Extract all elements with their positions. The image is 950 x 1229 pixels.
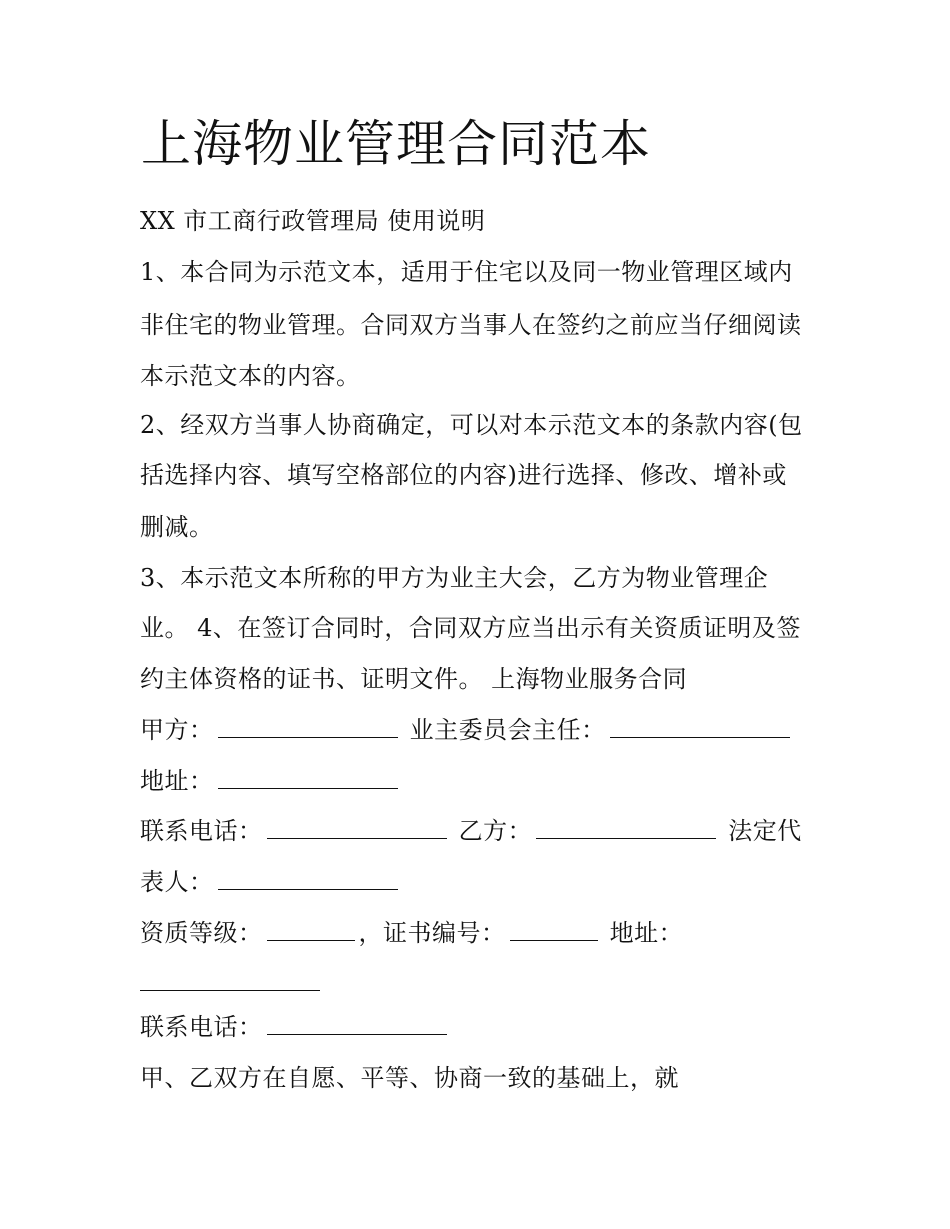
party-b-label: 乙方： (458, 817, 533, 845)
form-row-party-a (140, 715, 794, 745)
body-line: 本示范文本的内容。 (140, 362, 361, 390)
phone-field[interactable] (267, 816, 447, 839)
qualification-label: 资质等级： (140, 919, 263, 947)
committee-director-label: 业主委员会主任： (409, 716, 606, 744)
body-line: 删减。 (140, 513, 214, 541)
body-line: 1、本合同为示范文本，适用于住宅以及同一物业管理区域内 (140, 258, 793, 286)
address-field[interactable] (218, 766, 398, 789)
qualification-field[interactable] (267, 918, 355, 941)
form-row-address-2-blank (140, 968, 324, 998)
certificate-label: ，证书编号： (358, 919, 506, 947)
committee-director-field[interactable] (610, 715, 790, 738)
form-row-address (140, 766, 402, 796)
address-label: 地址： (140, 767, 214, 795)
party-a-field[interactable] (218, 715, 398, 738)
phone-2-field[interactable] (267, 1012, 447, 1035)
address-2-field[interactable] (140, 968, 320, 991)
body-line: 约主体资格的证书、证明文件。 上海物业服务合同 (140, 665, 688, 693)
form-row-phone-party-b (140, 816, 802, 846)
body-line: 括选择内容、填写空格部位的内容)进行选择、修改、增补或 (140, 461, 787, 489)
phone-label: 联系电话： (140, 817, 263, 845)
document-title: 上海物业管理合同范本 (141, 115, 651, 173)
body-line: 业。 4、在签订合同时，合同双方应当出示有关资质证明及签 (140, 614, 801, 642)
body-line: 非住宅的物业管理。合同双方当事人在签约之前应当仔细阅读 (140, 311, 802, 339)
form-row-legal-rep (140, 867, 402, 897)
legal-rep-field[interactable] (218, 867, 398, 890)
form-row-phone-2 (140, 1012, 451, 1042)
usage-heading: XX 市工商行政管理局 使用说明 (140, 207, 486, 235)
legal-rep-label-part2: 表人： (140, 868, 214, 896)
address-label-2: 地址： (609, 919, 684, 947)
party-b-field[interactable] (536, 816, 716, 839)
body-line: 2、经双方当事人协商确定，可以对本示范文本的条款内容(包 (140, 411, 803, 439)
party-a-label: 甲方： (140, 716, 214, 744)
legal-rep-label-part1: 法定代 (728, 817, 802, 845)
closing-line: 甲、乙双方在自愿、平等、协商一致的基础上，就 (140, 1064, 679, 1092)
body-line: 3、本示范文本所称的甲方为业主大会，乙方为物业管理企 (140, 564, 769, 592)
certificate-field[interactable] (510, 918, 598, 941)
form-row-qualification (140, 918, 683, 948)
phone-label-2: 联系电话： (140, 1013, 263, 1041)
